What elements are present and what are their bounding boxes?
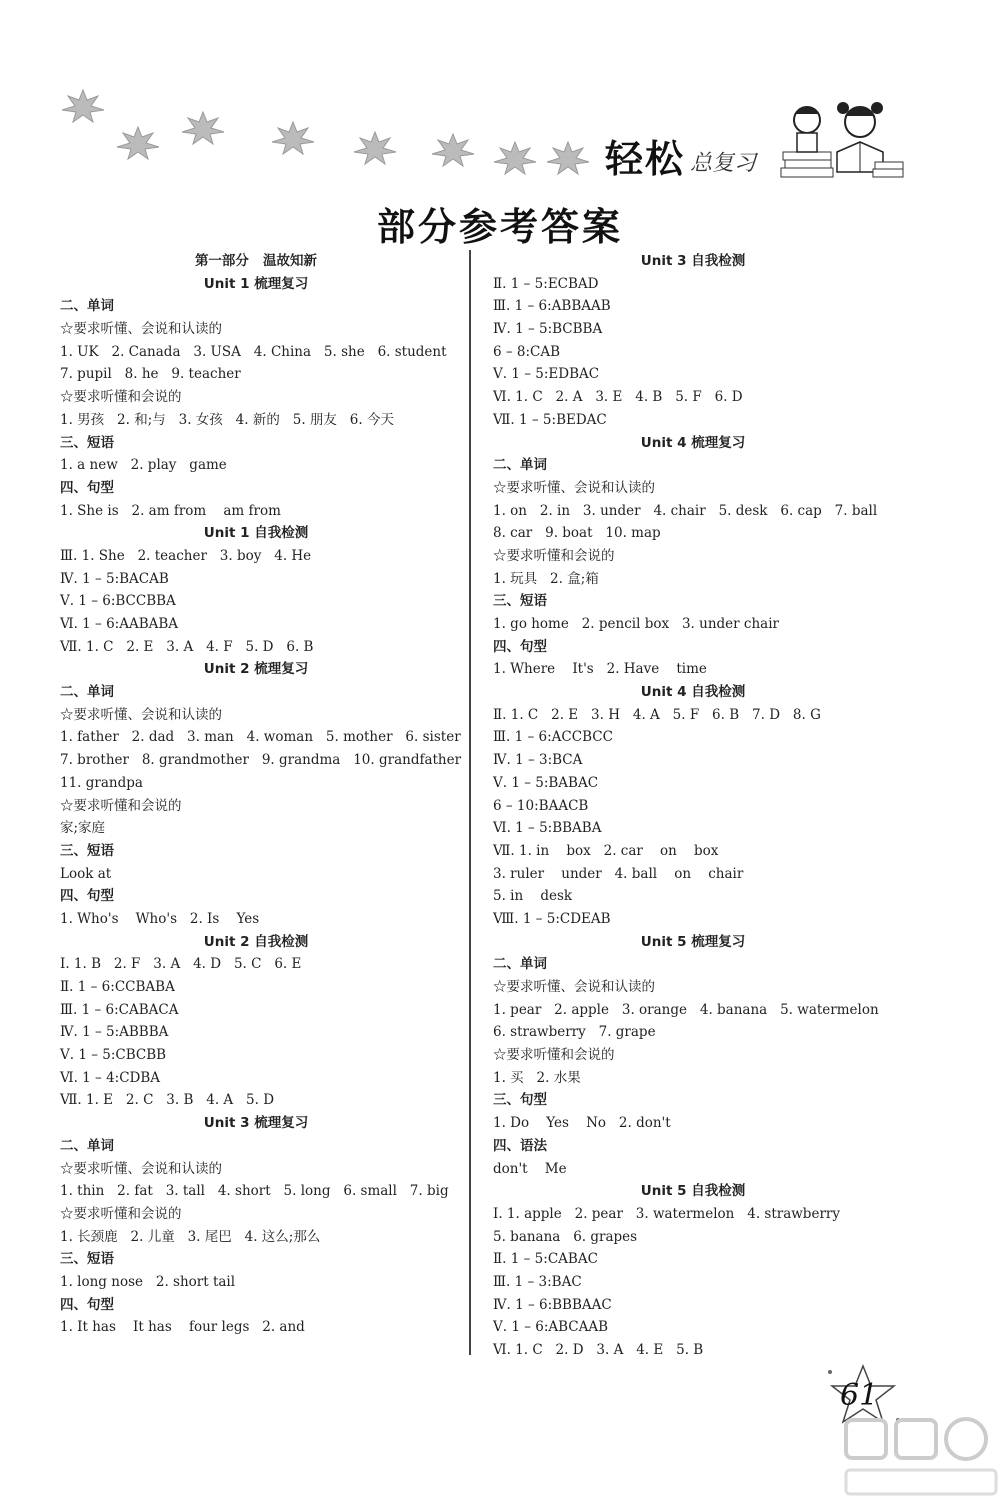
subsection-heading: 四、句型	[60, 888, 114, 905]
answer-line: Ⅲ. 1 – 6:ABBAAB	[493, 298, 611, 315]
answer-line: ☆要求听懂和会说的	[60, 1205, 182, 1222]
left-answer-column	[60, 250, 462, 1339]
leaf-icon	[115, 125, 161, 161]
brand-title: 轻松	[605, 136, 686, 181]
answer-line: 5. in desk	[493, 888, 573, 905]
answer-line: Ⅱ. 1 – 5:ECBAD	[493, 275, 599, 292]
header-band	[0, 0, 1000, 200]
leaf-icon	[545, 140, 591, 176]
answer-line: 1. on 2. in 3. under 4. chair 5. desk 6. cap 7. ball	[493, 502, 878, 519]
brand-subtitle: 总复习	[690, 151, 757, 176]
answer-line: Ⅶ. 1 – 5:BEDAC	[493, 411, 607, 428]
section-heading: Unit 1 自我检测	[203, 525, 309, 542]
answer-line: Ⅶ. 1. C 2. E 3. A 4. F 5. D 6. B	[60, 638, 314, 655]
section-heading: Unit 2 自我检测	[203, 933, 309, 950]
answer-line: 1. a new 2. play game	[60, 457, 227, 474]
subsection-heading: 三、句型	[493, 1092, 547, 1109]
section-heading: 第一部分 温故知新	[194, 253, 318, 269]
answer-line: 1. UK 2. Canada 3. USA 4. China 5. she 6. student	[60, 343, 447, 360]
section-heading: Unit 3 梳理复习	[203, 1115, 309, 1132]
answer-line: ☆要求听懂和会说的	[493, 547, 615, 564]
answer-line: Ⅳ. 1 – 5:BCBBA	[493, 321, 603, 338]
answer-line: 5. banana 6. grapes	[493, 1228, 638, 1245]
answer-line: 7. pupil 8. he 9. teacher	[60, 366, 241, 383]
answer-line: 1. It has It has four legs 2. and	[60, 1319, 305, 1336]
section-heading: Unit 4 梳理复习	[640, 434, 746, 451]
leaf-icon	[60, 88, 106, 124]
answer-line: ☆要求听懂和会说的	[493, 1047, 615, 1064]
answer-line: ☆要求听懂、会说和认读的	[60, 1160, 222, 1177]
subsection-heading: 二、单词	[493, 956, 547, 973]
answer-line: ☆要求听懂、会说和认读的	[493, 479, 655, 496]
page-number: 61	[840, 1378, 879, 1413]
subsection-heading: 三、短语	[60, 1251, 114, 1268]
answer-line: don't Me	[493, 1160, 567, 1177]
answer-line: Ⅵ. 1. C 2. D 3. A 4. E 5. B	[493, 1342, 704, 1358]
answer-line: Ⅴ. 1 – 5:BABAC	[493, 774, 599, 791]
answer-line: Ⅲ. 1. She 2. teacher 3. boy 4. He	[60, 547, 312, 564]
leaf-icon	[352, 130, 398, 166]
leaf-icon	[492, 140, 538, 176]
answer-line: Ⅱ. 1 – 5:CABAC	[493, 1251, 598, 1268]
answer-line: 1. go home 2. pencil box 3. under chair	[493, 616, 779, 632]
answer-line: 8. car 9. boat 10. map	[493, 525, 661, 542]
answer-line: Ⅵ. 1 – 5:BBABA	[493, 820, 602, 837]
subsection-heading: 二、单词	[60, 1137, 114, 1154]
answer-line: Ⅴ. 1 – 5:EDBAC	[493, 366, 600, 383]
column-divider	[469, 250, 471, 1355]
section-heading: Unit 2 梳理复习	[203, 661, 309, 678]
subsection-heading: 二、单词	[60, 298, 114, 315]
answer-line: 1. father 2. dad 3. man 4. woman 5. mother 6. sister	[60, 729, 461, 746]
subsection-heading: 四、语法	[493, 1137, 547, 1154]
answer-line: 6 – 10:BAACB	[493, 797, 589, 814]
subsection-heading: 三、短语	[60, 842, 114, 859]
answer-line: 家;家庭	[60, 820, 106, 837]
answer-line: ☆要求听懂、会说和认读的	[60, 321, 222, 338]
watermark-logo	[838, 1412, 998, 1502]
leaf-icon	[430, 132, 476, 168]
answer-line: ☆要求听懂和会说的	[60, 797, 182, 814]
answer-line: 6. strawberry 7. grape	[493, 1024, 656, 1041]
kids-reading-illustration	[775, 92, 905, 182]
answer-line: 1. 男孩 2. 和;与 3. 女孩 4. 新的 5. 朋友 6. 今天	[60, 411, 394, 428]
answer-line: 6 – 8:CAB	[493, 343, 561, 360]
section-heading: Unit 4 自我检测	[640, 684, 746, 701]
section-heading: Unit 5 自我检测	[640, 1183, 746, 1200]
answer-line: 1. Where It's 2. Have time	[493, 661, 707, 678]
subsection-heading: 四、句型	[60, 1296, 114, 1313]
answer-line: Ⅳ. 1 – 5:BACAB	[60, 570, 169, 587]
section-heading: Unit 5 梳理复习	[640, 933, 746, 950]
answer-line: Ⅷ. 1 – 5:CDEAB	[493, 910, 611, 927]
answer-line: 1. pear 2. apple 3. orange 4. banana 5. watermelon	[493, 1001, 879, 1018]
answer-line: 1. thin 2. fat 3. tall 4. short 5. long 6. small 7. big	[60, 1183, 449, 1200]
answer-line: Ⅰ. 1. apple 2. pear 3. watermelon 4. strawberry	[493, 1205, 840, 1222]
leaf-icon	[180, 110, 226, 146]
answer-line: 7. brother 8. grandmother 9. grandma 10. grandfather	[60, 752, 462, 769]
answer-line: Ⅳ. 1 – 6:BBBAAC	[493, 1296, 612, 1313]
answer-line: Ⅶ. 1. E 2. C 3. B 4. A 5. D	[60, 1092, 275, 1109]
answer-line: 1. 买 2. 水果	[493, 1069, 581, 1086]
section-heading: Unit 1 梳理复习	[203, 275, 309, 292]
answer-line: Ⅵ. 1. C 2. A 3. E 4. B 5. F 6. D	[493, 389, 743, 406]
answer-line: Look at	[60, 865, 112, 882]
answer-line: 1. She is 2. am from am from	[60, 502, 281, 519]
answer-line: Ⅰ. 1. B 2. F 3. A 4. D 5. C 6. E	[60, 956, 302, 973]
subsection-heading: 四、句型	[493, 638, 547, 655]
subsection-heading: 三、短语	[60, 434, 114, 451]
subsection-heading: 三、短语	[493, 593, 547, 610]
answer-line: Ⅲ. 1 – 6:ACCBCC	[493, 729, 613, 746]
answer-line: 3. ruler under 4. ball on chair	[493, 865, 744, 882]
answer-line: Ⅳ. 1 – 3:BCA	[493, 752, 583, 769]
answer-line: 11. grandpa	[60, 774, 143, 791]
answer-line: 1. Who's Who's 2. Is Yes	[60, 910, 260, 927]
section-heading: Unit 3 自我检测	[640, 253, 746, 269]
answer-line: Ⅵ. 1 – 6:AABABA	[60, 616, 179, 632]
answer-line: Ⅶ. 1. in box 2. car on box	[493, 842, 719, 859]
answer-line: Ⅵ. 1 – 4:CDBA	[60, 1069, 161, 1086]
answer-line: Ⅲ. 1 – 6:CABACA	[60, 1001, 179, 1018]
answer-line: ☆要求听懂、会说和认读的	[493, 979, 655, 995]
answer-line: ☆要求听懂和会说的	[60, 389, 182, 406]
answer-line: Ⅱ. 1 – 6:CCBABA	[60, 979, 175, 995]
right-answer-column	[493, 250, 893, 1362]
answer-line: Ⅴ. 1 – 5:CBCBB	[60, 1047, 167, 1064]
answer-line: Ⅲ. 1 – 3:BAC	[493, 1273, 582, 1290]
answer-line: Ⅴ. 1 – 6:ABCAAB	[493, 1319, 609, 1336]
subsection-heading: 二、单词	[60, 684, 114, 701]
subsection-heading: 四、句型	[60, 479, 114, 496]
answer-line: Ⅱ. 1. C 2. E 3. H 4. A 5. F 6. B 7. D 8. G	[493, 706, 821, 723]
answer-line: ☆要求听懂、会说和认读的	[60, 706, 222, 723]
answer-line: Ⅴ. 1 – 6:BCCBBA	[60, 593, 176, 610]
answer-line: 1. 长颈鹿 2. 儿童 3. 尾巴 4. 这么;那么	[60, 1228, 321, 1245]
page-title: 部分参考答案	[376, 205, 623, 249]
leaf-icon	[270, 120, 316, 156]
answer-line: 1. Do Yes No 2. don't	[493, 1115, 671, 1132]
answer-line: 1. 玩具 2. 盒;箱	[493, 570, 599, 587]
answer-line: Ⅳ. 1 – 5:ABBBA	[60, 1024, 169, 1041]
answer-line: 1. long nose 2. short tail	[60, 1273, 236, 1290]
subsection-heading: 二、单词	[493, 457, 547, 474]
